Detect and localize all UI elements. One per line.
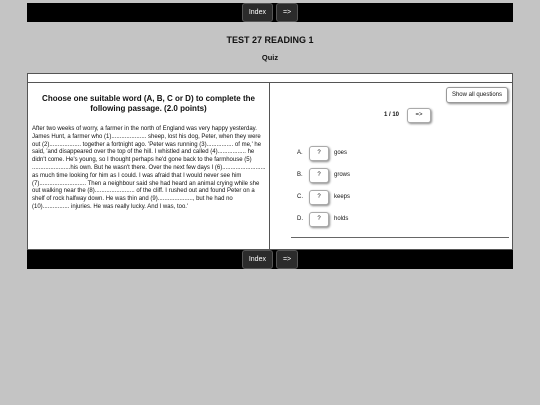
question-prompt: Choose one suitable word (A, B, C or D) to complete the following passage. (2.0 points) [42, 94, 255, 113]
option-letter: C. [297, 194, 303, 200]
bottom-nav-bar [27, 250, 513, 269]
page-header [27, 22, 513, 73]
option-d [297, 212, 348, 226]
option-letter: B. [297, 172, 303, 178]
question-pane [28, 83, 270, 249]
reading-passage: After two weeks of worry, a farmer in the north of England was very happy yesterday. James Hunt, a farmer who (1)..................... sheep, lost his dog, Peter, when they were out (2)................... together a fortnight ago. 'Peter was running (3)................ of me,' he said, 'and disappeared over the top of the hill. I whistled and called (4)................. he didn't come. He's young, so I thought perhaps he'd gone back to the farmhouse (5) .......................his own. But he wasn't there. Over the next few days I (6).......................... as much time looking for him as I could. I was afraid that I would never see him (7)............................ Then a neighbour said she had heard an animal crying while she out walking near the (8)........................ of the cliff. I rushed out and found Peter on a shelf of rock halfway down. He was thin and (9)....................., but he had no (10)................ injuries. He was really lucky. And I was, too.' [32, 126, 266, 210]
option-d-button[interactable]: ? [309, 212, 329, 227]
next-button[interactable]: => [276, 250, 298, 269]
index-button[interactable]: Index [242, 250, 273, 269]
option-c-button[interactable]: ? [309, 190, 329, 205]
divider [291, 237, 509, 238]
option-b [297, 168, 350, 182]
page-subtitle: Quiz [261, 53, 279, 62]
index-button[interactable]: Index [242, 3, 273, 22]
option-text: goes [334, 150, 348, 156]
option-c [297, 190, 350, 204]
panel-top-strip [28, 74, 512, 83]
option-a-button[interactable]: ? [309, 146, 329, 161]
page-title: TEST 27 READING 1 [226, 35, 314, 45]
option-b-button[interactable]: ? [309, 168, 329, 183]
next-question-button[interactable]: => [407, 108, 431, 123]
option-letter: D. [297, 216, 303, 222]
option-text: grows [334, 172, 351, 178]
answer-pane [271, 83, 512, 249]
show-all-questions-button[interactable]: Show all questions [446, 87, 508, 103]
next-button[interactable]: => [276, 3, 298, 22]
option-letter: A. [297, 150, 303, 156]
option-a [297, 146, 347, 160]
top-nav-bar [27, 3, 513, 22]
option-text: holds [334, 216, 349, 222]
option-text: keeps [334, 194, 351, 200]
question-counter: 1 / 10 [384, 112, 400, 118]
quiz-panel [27, 73, 513, 250]
